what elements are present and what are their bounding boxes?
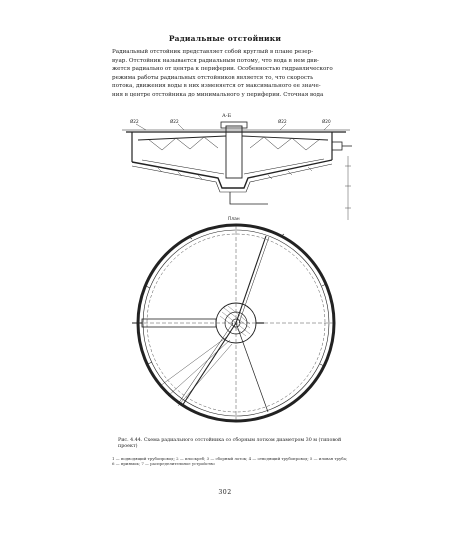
plan-label: План [228,217,240,222]
figure-legend: 1 — подводящий трубопровод; 2 — илоскреб; 3 — сборный лоток; 4 — отводящий трубопровод; 5 — иловая труба; 6 — приямок; 7 — распределительное устройство [112,456,348,467]
body-line: вуар. Отстойник называется радиальным потому, что вода в нем дви- [112,57,319,64]
body-line: режима работы радиальных отстойников является то, что скорость [112,74,314,81]
page-header: Радиальные отстойники [168,34,282,43]
page-number: 302 [218,489,232,496]
dim-label: Ø22 [130,119,139,124]
technical-drawing [118,116,354,431]
plan-view [132,225,334,421]
body-line: ния в центре отстойника до минимального у периферии. Сточная вода [112,91,324,98]
dim-label: Ø22 [278,119,287,124]
side-dimension [345,156,351,220]
dim-label: Ø22 [170,119,179,124]
body-paragraph [112,48,348,100]
section-label: А-Б [222,113,232,119]
body-line: потока, движения воды в них изменяется от максимального ее значе- [112,83,321,90]
body-line: Радиальный отстойник представляет собой круглый в плане резер- [112,49,314,55]
section-view [122,122,352,204]
dim-label: Ø20 [322,119,331,124]
figure-caption: Рис. 4.44. Схема радиального отстойника со сборным лотком диаметром 30 м (типовой проект) [118,438,342,450]
body-line: жется радиально от центра к периферии. Особенностью гидравлического [112,66,333,73]
